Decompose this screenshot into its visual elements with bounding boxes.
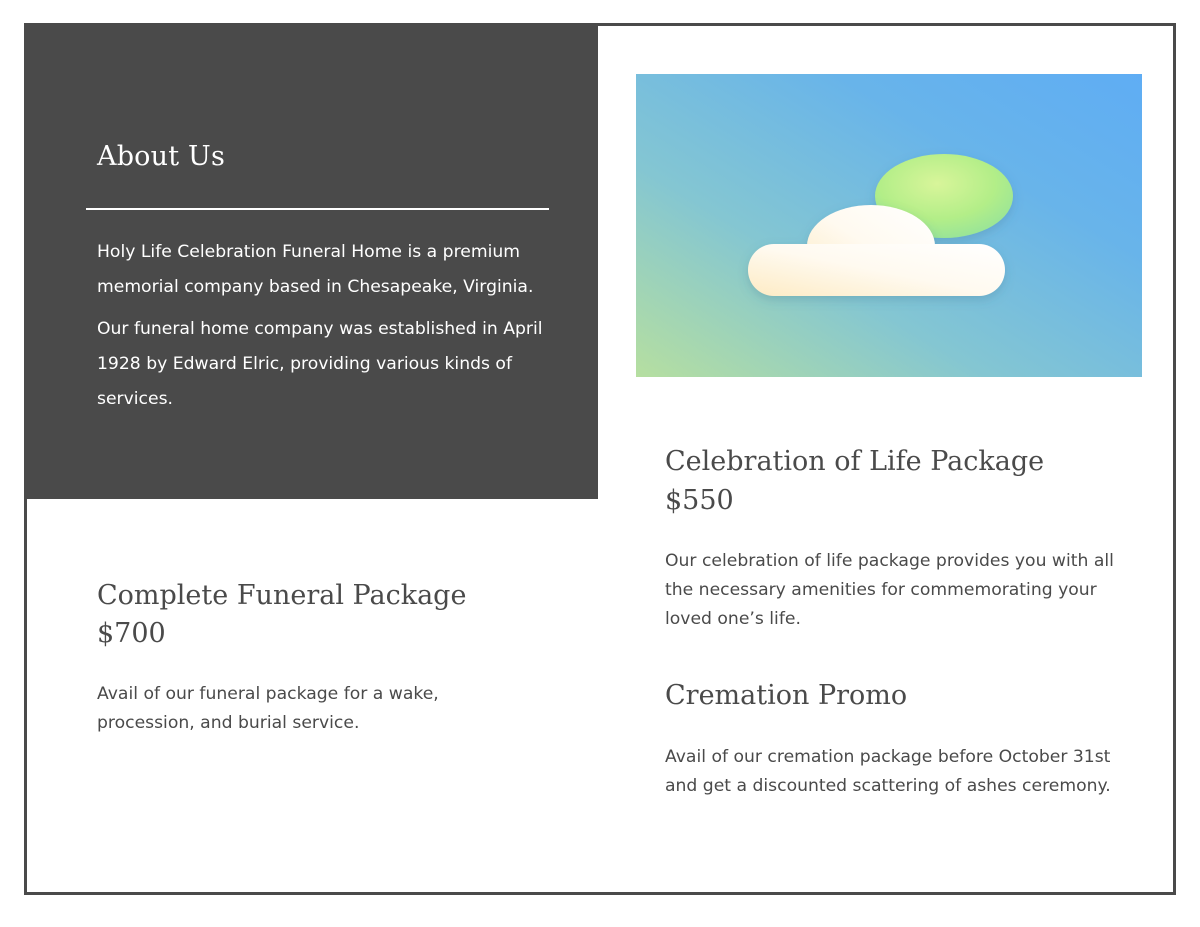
cremation-promo-description: Avail of our cremation package before October 31st and get a discounted scattering of ashes ceremony. xyxy=(665,747,1111,796)
about-divider xyxy=(86,208,549,210)
complete-package-title: Complete Funeral Package xyxy=(97,580,467,611)
about-title: About Us xyxy=(97,141,226,172)
celebration-package-price: $550 xyxy=(665,485,734,516)
cloud-with-sun-icon xyxy=(636,74,1142,377)
celebration-package-title: Celebration of Life Package xyxy=(665,446,1045,477)
about-paragraph-2: Our funeral home company was established in April 1928 by Edward Elric, providing various kinds of services. xyxy=(97,319,543,409)
cremation-promo-title: Cremation Promo xyxy=(665,680,908,711)
complete-package-description: Avail of our funeral package for a wake, procession, and burial service. xyxy=(97,684,439,733)
complete-package-price: $700 xyxy=(97,618,166,649)
celebration-package-description: Our celebration of life package provides you with all the necessary amenities for commemorating your loved one’s life. xyxy=(665,551,1114,629)
about-paragraph-1: Holy Life Celebration Funeral Home is a premium memorial company based in Chesapeake, Virginia. xyxy=(97,242,534,297)
